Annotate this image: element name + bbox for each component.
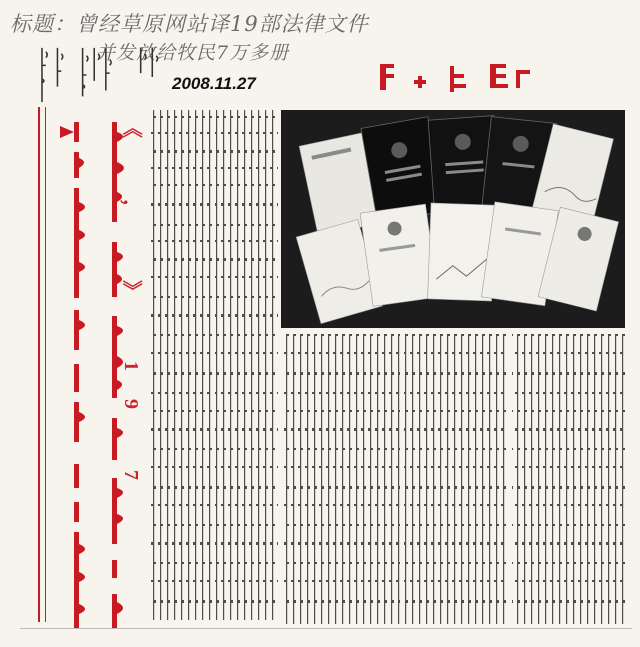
- handwritten-note-line1: 标题：曾经草原网站译19部法律文件: [10, 12, 369, 36]
- red-rule-thick: [38, 107, 40, 622]
- handwritten-note: [10, 8, 530, 64]
- article-body-text: [150, 106, 630, 626]
- handwritten-note-line2: 并发放给牧民7万多册: [96, 42, 290, 64]
- headline-text: 《 ， 》 19 7: [120, 118, 142, 508]
- clipping-bottom-edge: [20, 628, 632, 629]
- publication-date: 2008.11.27: [172, 74, 256, 93]
- section-title: [374, 58, 544, 98]
- red-rule-thin: [45, 107, 46, 622]
- masthead-vertical-text: [36, 46, 166, 106]
